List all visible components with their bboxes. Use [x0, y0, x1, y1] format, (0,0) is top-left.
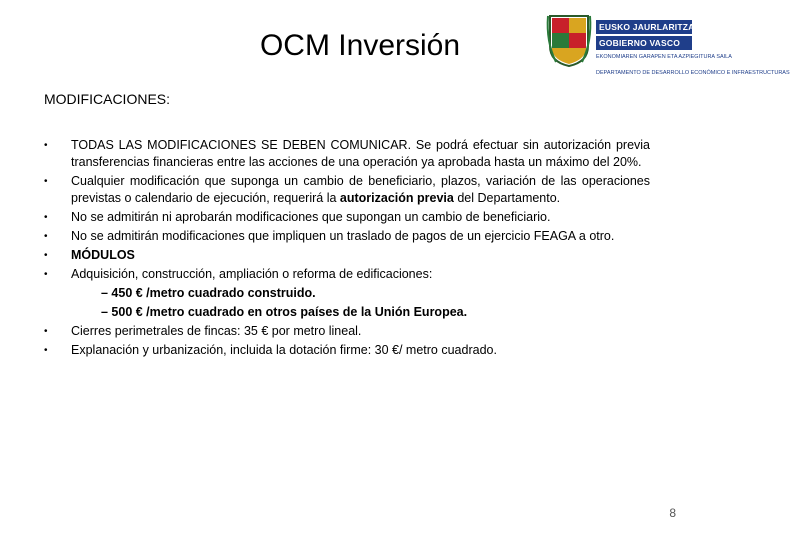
list-item — [44, 228, 650, 245]
list-item — [44, 323, 650, 340]
bullet-text: TODAS LAS MODIFICACIONES SE DEBEN COMUNICAR. Se podrá efectuar sin autorización previa transferencias financieras entre las acciones de una operación ya aprobada hasta un máximo del 20%. — [71, 138, 650, 169]
bullet-icon: • — [44, 326, 48, 337]
bullet-text: Cualquier modificación que suponga un cambio de beneficiario, plazos, variación de las operaciones previstas o calendario de ejecución, requerirá la — [71, 174, 650, 205]
list-item — [44, 173, 650, 207]
list-item — [44, 247, 650, 264]
slide-title: OCM Inversión — [259, 29, 461, 62]
bullet-text: No se admitirán modificaciones que impliquen un traslado de pagos de un ejercicio FEAGA a otro. — [71, 229, 615, 243]
logo-subtext-spanish: DEPARTAMENTO DE DESARROLLO ECONÓMICO E INFRAESTRUCTURAS — [596, 70, 790, 76]
bullet-icon: • — [44, 140, 48, 151]
list-item — [44, 137, 650, 171]
bullet-icon: • — [44, 176, 48, 187]
sub-item: – 450 € /metro cuadrado construido. — [101, 286, 316, 300]
bullet-icon: • — [44, 250, 48, 261]
sub-item: – 500 € /metro cuadrado en otros países de la Unión Europea. — [101, 305, 468, 319]
basque-coat-of-arms-icon — [546, 12, 592, 68]
bullet-icon: • — [44, 231, 48, 242]
bullet-list — [44, 137, 650, 361]
bullet-text: Adquisición, construcción, ampliación o reforma de edificaciones: — [71, 267, 433, 281]
bullet-icon: • — [44, 212, 48, 223]
page-number: 8 — [669, 506, 676, 520]
list-item — [44, 342, 650, 359]
section-heading: MODIFICACIONES: — [44, 91, 171, 107]
bullet-text: del Departamento. — [453, 191, 561, 205]
bullet-text-modulos: MÓDULOS — [71, 248, 135, 262]
gobierno-vasco-logo — [546, 12, 790, 92]
bullet-text: Explanación y urbanización, incluida la dotación firme: 30 €/ metro cuadrado. — [71, 343, 497, 357]
logo-text-eusko-jaurlaritza: EUSKO JAURLARITZA — [596, 20, 692, 34]
logo-subtext-basque: EKONOMIAREN GARAPEN ETA AZPIEGITURA SAILA — [596, 54, 732, 60]
list-item — [44, 266, 650, 321]
list-item — [44, 209, 650, 226]
bullet-text-emphasis: autorización previa — [339, 191, 454, 205]
bullet-text: No se admitirán ni aprobarán modificaciones que supongan un cambio de beneficiario. — [71, 210, 551, 224]
bullet-icon: • — [44, 345, 48, 356]
logo-text-gobierno-vasco: GOBIERNO VASCO — [596, 36, 692, 50]
bullet-text: Cierres perimetrales de fincas: 35 € por metro lineal. — [71, 324, 362, 338]
bullet-icon: • — [44, 269, 48, 280]
